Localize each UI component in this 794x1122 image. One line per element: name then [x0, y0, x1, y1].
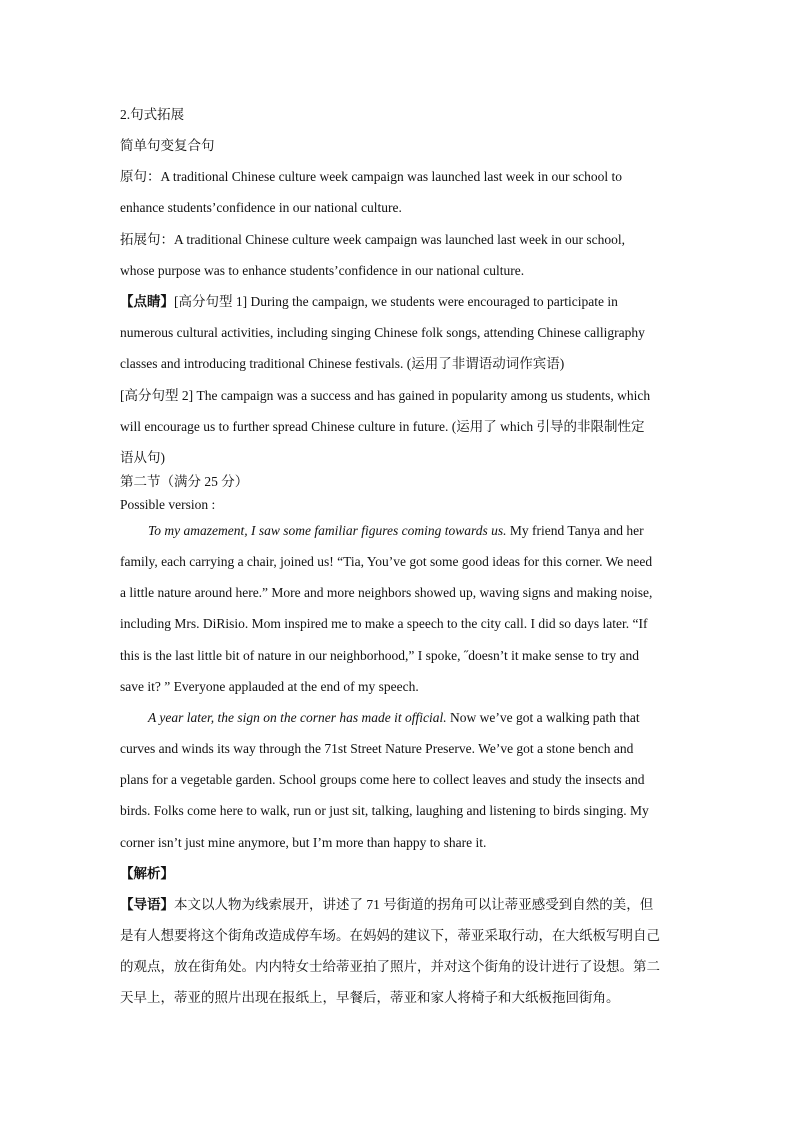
essay-paragraph1-line: family, each carrying a chair, joined us! “Tia, You’ve got some good ideas for this corner. We need	[120, 554, 653, 569]
essay-paragraph2-line	[148, 709, 676, 727]
original-text: A traditional Chinese culture week campaign was launched last week in our school to	[160, 169, 622, 184]
pattern2-line: [高分句型 2] The campaign was a success and has gained in popularity among us students, which	[120, 388, 651, 403]
para1-text: My friend Tanya and her	[506, 523, 644, 538]
essay-paragraph1-line: save it? ” Everyone applauded at the end of my speech.	[120, 679, 419, 694]
original-sentence-line	[120, 168, 676, 186]
section2-heading: 第二节（满分 25 分）	[120, 474, 249, 489]
pattern1-line: classes and introducing traditional Chinese festivals. (运用了非谓语动词作宾语)	[120, 356, 565, 371]
pattern1-text: [高分句型 1] During the campaign, we students were encouraged to participate in	[174, 294, 618, 309]
guide-line: 是有人想要将这个街角改造成停车场。在妈妈的建议下，蒂亚采取行动，在大纸板写明自己	[120, 928, 660, 943]
expanded-text: A traditional Chinese culture week campaign was launched last week in our school,	[174, 232, 625, 247]
para2-italic-sentence: A year later, the sign on the corner has made it official.	[148, 710, 447, 725]
pattern2-line: 语从句)	[120, 450, 165, 465]
pattern1-line: numerous cultural activities, including singing Chinese folk songs, attending Chinese calligraphy	[120, 325, 645, 340]
guide-label: 【导语】	[120, 897, 174, 912]
subheading: 简单句变复合句	[120, 138, 215, 153]
highlight-label: 【点睛】	[120, 294, 174, 309]
highlight-line	[120, 293, 676, 311]
essay-paragraph2-line: corner isn’t just mine anymore, but I’m more than happy to share it.	[120, 835, 487, 850]
essay-paragraph2-line: birds. Folks come here to walk, run or just sit, talking, laughing and listening to birds singing. My	[120, 803, 649, 818]
para2-text: Now we’ve got a walking path that	[446, 710, 640, 725]
expanded-label: 拓展句：	[120, 232, 174, 247]
section-heading: 2.句式拓展	[120, 107, 185, 122]
pattern2-line: will encourage us to further spread Chinese culture in future. (运用了 which 引导的非限制性定	[120, 419, 645, 434]
essay-paragraph2-line: curves and winds its way through the 71st Street Nature Preserve. We’ve got a stone bench and	[120, 741, 634, 756]
original-sentence-line: enhance students’confidence in our national culture.	[120, 200, 402, 215]
guide-line: 的观点，放在街角处。内内特女士给蒂亚拍了照片，并对这个街角的设计进行了设想。第二	[120, 959, 660, 974]
essay-paragraph1-line: including Mrs. DiRisio. Mom inspired me to make a speech to the city call. I did so days later. “If	[120, 616, 648, 631]
essay-paragraph2-line: plans for a vegetable garden. School groups come here to collect leaves and study the insects and	[120, 772, 645, 787]
original-label: 原句：	[120, 169, 161, 184]
guide-line	[120, 896, 676, 914]
essay-paragraph1-line	[148, 522, 676, 540]
para1-italic-sentence: To my amazement, I saw some familiar figures coming towards us.	[148, 523, 507, 538]
analysis-heading: 【解析】	[120, 866, 174, 881]
guide-line: 天早上，蒂亚的照片出现在报纸上，早餐后，蒂亚和家人将椅子和大纸板拖回街角。	[120, 990, 620, 1005]
expanded-sentence-line: whose purpose was to enhance students’confidence in our national culture.	[120, 263, 525, 278]
guide-text: 本文以人物为线索展开，讲述了 71 号街道的拐角可以让蒂亚感受到自然的美，但	[174, 897, 654, 912]
essay-paragraph1-line: this is the last little bit of nature in our neighborhood,” I spoke, ˝doesn’t it make sense to try and	[120, 648, 640, 663]
essay-paragraph1-line: a little nature around here.” More and more neighbors showed up, waving signs and making noise,	[120, 585, 653, 600]
expanded-sentence-line	[120, 231, 676, 249]
possible-version-label: Possible version :	[120, 497, 216, 512]
